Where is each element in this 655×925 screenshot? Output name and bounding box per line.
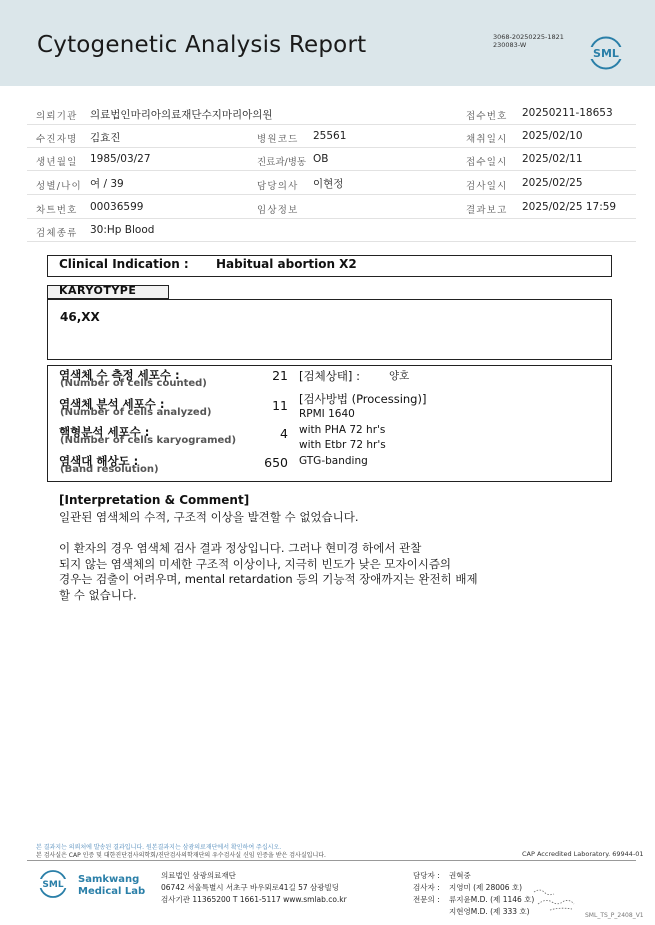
lab-name-1: Samkwang <box>78 874 140 885</box>
report-date-value: 2025/02/25 17:59 <box>522 201 617 213</box>
receipt-no-label: 접수번호 <box>466 111 508 122</box>
doctor-value: 이현정 <box>313 178 344 190</box>
cells-counted-en: (Number of cells counted) <box>60 378 207 389</box>
row-divider <box>27 147 636 148</box>
doctor-label: 담당의사 <box>257 181 299 192</box>
collect-date-label: 채취일시 <box>466 134 508 145</box>
cap-accreditation: CAP Accredited Laboratory. 69944-01 <box>522 850 644 858</box>
staff3-name: 류지윤M.D. (제 1146 호) <box>449 895 535 904</box>
specimen-status-label: [검체상태] : <box>299 369 360 383</box>
processing-line-1: RPMI 1640 <box>299 408 355 420</box>
org-registration: 검사기관 11365200 T 1661-5117 www.smlab.co.kr <box>161 895 347 904</box>
row-divider <box>27 124 636 125</box>
name-label: 수진자명 <box>36 134 78 145</box>
chart-no-value: 00036599 <box>90 201 144 213</box>
logo-text: SML <box>593 47 619 60</box>
band-resolution-en: (Band resolution) <box>60 464 159 475</box>
institution-value: 의료법인마리아의료재단수지마리아의원 <box>90 109 273 121</box>
staff2-label: 검사자 : <box>413 883 440 892</box>
row-divider <box>27 194 636 195</box>
cells-karyogramed-value: 4 <box>280 426 288 441</box>
svg-text:SML: SML <box>42 880 64 890</box>
band-resolution-value: 650 <box>264 455 288 470</box>
dept-value: OB <box>313 153 329 165</box>
report-code-1: 3068-20250225-1821 <box>493 33 564 41</box>
report-title: Cytogenetic Analysis Report <box>37 32 367 58</box>
collect-date-value: 2025/02/10 <box>522 130 583 142</box>
cells-counted-label: 염색체 수 측정 세포수 : <box>59 368 180 382</box>
staff1-name: 권혁중 <box>449 871 471 880</box>
institution-label: 의뢰기관 <box>36 111 78 122</box>
test-date-label: 검사일시 <box>466 181 508 192</box>
footer-divider <box>27 860 636 861</box>
cells-counted-value: 21 <box>272 368 288 383</box>
receipt-date-value: 2025/02/11 <box>522 153 583 165</box>
report-date-label: 결과보고 <box>466 205 508 216</box>
hospital-code-value: 25561 <box>313 130 347 142</box>
staff2-name: 지영미 (제 28006 호) <box>449 883 523 892</box>
dept-label: 진료과/병동 <box>257 157 307 168</box>
interpretation-line-4: 경우는 검출이 어려우며, mental retardation 등의 기능적 장애까지는 완전히 배제 <box>59 572 478 586</box>
processing-line-3: with Etbr 72 hr's <box>299 439 386 451</box>
staff4-name: 지현영M.D. (제 333 호) <box>449 907 530 916</box>
specimen-value: 30:Hp Blood <box>90 224 155 236</box>
name-value: 김효진 <box>90 132 121 144</box>
interpretation-line-5: 할 수 없습니다. <box>59 588 137 602</box>
cells-karyogramed-label: 핵형분석 세포수 : <box>59 425 150 439</box>
karyotype-label: KARYOTYPE <box>59 284 137 297</box>
clinical-indication-value: Habitual abortion X2 <box>216 257 357 271</box>
report-code-2: 230083-W <box>493 41 527 49</box>
clinical-indication-label: Clinical Indication : <box>59 257 189 271</box>
processing-line-4: GTG-banding <box>299 455 368 467</box>
footer-notice-2: 본 검사실은 CAP 인증 및 대한진단검사의학회/진단검사의학재단의 우수검사실 신임 인증을 받은 검사실입니다. <box>36 852 326 859</box>
hospital-code-label: 병원코드 <box>257 134 299 145</box>
dob-label: 생년월일 <box>36 157 78 168</box>
row-divider <box>27 170 636 171</box>
dob-value: 1985/03/27 <box>90 153 151 165</box>
processing-label: [검사방법 (Processing)] <box>299 392 427 406</box>
interpretation-line-1: 일관된 염색체의 수적, 구조적 이상을 발견할 수 없었습니다. <box>59 510 359 524</box>
clinical-info-label: 임상정보 <box>257 205 299 216</box>
cells-analyzed-en: (Number of cells analyzed) <box>60 407 212 418</box>
form-code: SML_TS_P_2408_V1 <box>585 912 644 919</box>
specimen-label: 검체종류 <box>36 228 78 239</box>
karyotype-value: 46,XX <box>60 310 100 324</box>
chart-no-label: 차트번호 <box>36 205 78 216</box>
cells-karyogramed-en: (Number of cells karyogramed) <box>60 435 237 446</box>
receipt-date-label: 접수일시 <box>466 157 508 168</box>
specimen-status-value: 양호 <box>389 370 410 382</box>
staff1-label: 담당자 : <box>413 871 440 880</box>
interpretation-line-3: 되지 않는 염색체의 미세한 구조적 이상이나, 지극히 빈도가 낮은 모자이시즘의 <box>59 557 452 571</box>
row-divider <box>27 218 636 219</box>
interpretation-line-2: 이 환자의 경우 염색체 검사 결과 정상입니다. 그러나 현미경 하에서 관찰 <box>59 541 422 555</box>
sex-age-label: 성별/나이 <box>36 181 82 192</box>
sml-logo-icon <box>589 36 623 70</box>
karyotype-box <box>47 299 612 360</box>
band-resolution-label: 염색대 해상도 : <box>59 454 139 468</box>
interpretation-title: [Interpretation & Comment] <box>59 493 250 507</box>
lab-name-2: Medical Lab <box>78 886 146 897</box>
footer-notice-1: 본 결과지는 의뢰처에 발송된 결과입니다. 원본결과지는 삼광의료재단에서 확인하여 주십시오. <box>36 844 282 851</box>
cells-analyzed-value: 11 <box>272 398 288 413</box>
staff3-label: 전문의 : <box>413 895 440 904</box>
test-date-value: 2025/02/25 <box>522 177 583 189</box>
org-name: 의료법인 삼광의료재단 <box>161 871 236 880</box>
signature-icon <box>530 880 590 916</box>
sml-footer-logo-icon <box>33 868 73 898</box>
org-address: 06742 서울특별시 서초구 바우뫼로41길 57 삼광빌딩 <box>161 883 340 892</box>
cells-analyzed-label: 염색체 분석 세포수 : <box>59 397 165 411</box>
receipt-no-value: 20250211-18653 <box>522 107 613 119</box>
row-divider <box>27 241 636 242</box>
processing-line-2: with PHA 72 hr's <box>299 424 386 436</box>
sex-age-value: 여 / 39 <box>90 178 124 190</box>
